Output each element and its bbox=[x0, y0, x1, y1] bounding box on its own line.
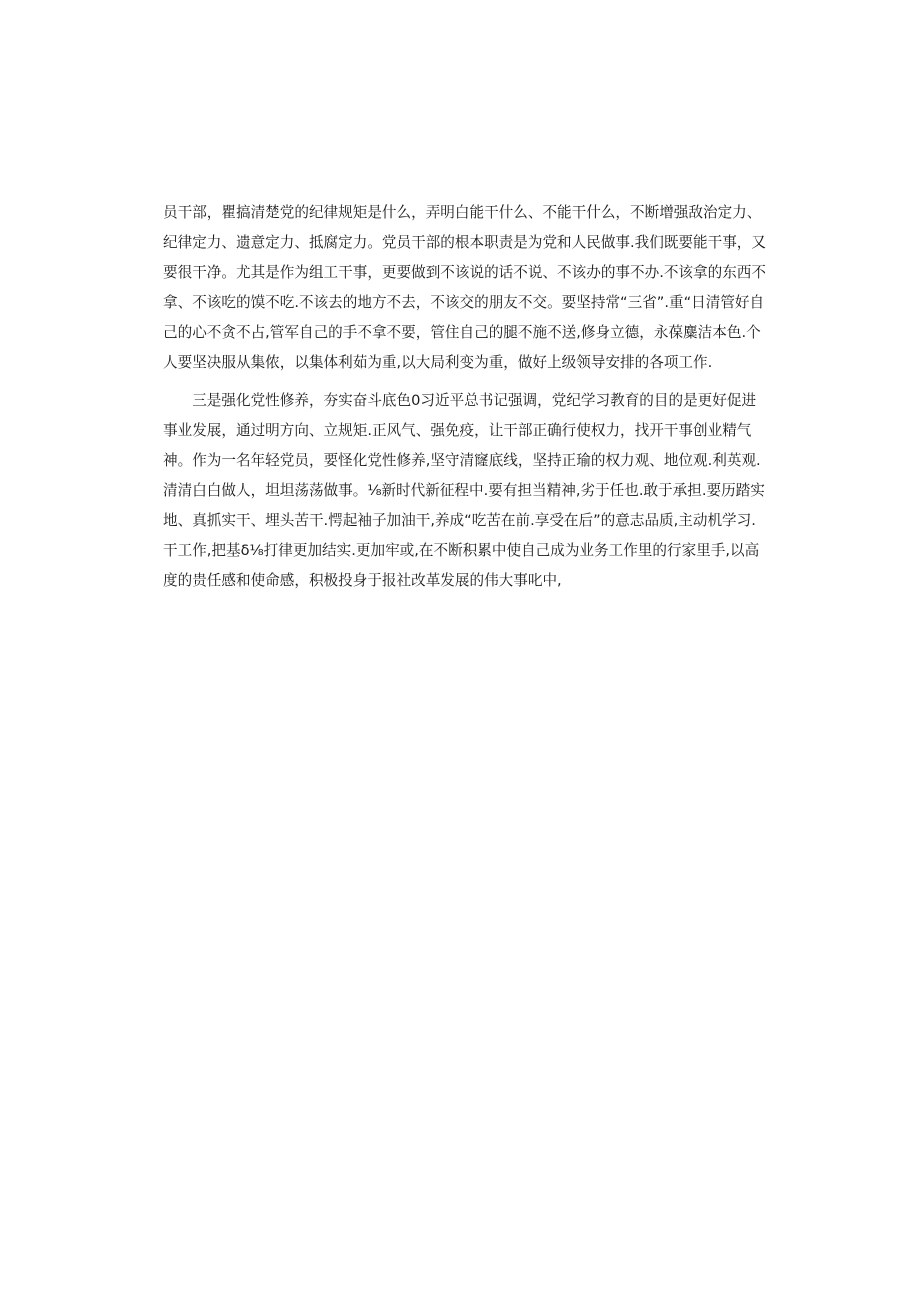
paragraph-continued: 员干部，瞿搞清楚党的纪律规矩是什么，弄明白能干什么、不能干什么，不断增强敌治定力、纪律定力、遗意定力、抵腐定力。党员干部的根本职责是为党和人民做事.我们既要能干事，又要很干净。尤其是作为组工干事，更要做到不该说的话不说、不该办的事不办.不该拿的东西不拿、不该吃的馍不吃.不该去的地方不去，不该交的朋友不交。要坚持常“三省”.重“日清管好自己的心不贪不占,管军自己的手不拿不要，管住自己的腿不施不送,修身立德，永葆麋洁本色.个人要坚决服从集侬，以集体利茹为重,以大局利变为重，做好上级领导安排的各项工作. bbox=[163, 204, 766, 371]
document-body bbox=[163, 198, 769, 596]
paragraph-strengthen-party-spirit: 三是强化党性修养，夯实奋斗底色0习近平总书记强调，党纪学习教育的目的是更好促进事业发展，通过明方向、立规矩.正风气、强免疫，让干部正确行使权力，找开干事创业精气神。作为一名年轻党员，要怪化党性修养,坚守清窿底线，坚持正瑜的权力观、地位观.利英观.清清白白做人，坦坦荡荡做事。⅛新时代新征程中.要有担当精神,劣于任也.敢于承担.要历踏实地、真抓实干、埋头苦干.愕起袖子加油干,养成“吃苦在前.享受在后”的意志品质,主动机学习.干工作,把基δ⅛打律更加结实.更加牢或,在不断积累中使自己成为业务工作里的行家里手,以高度的贵任感和使命感，积极投身于报社改革发展的伟大事叱中, bbox=[163, 392, 765, 589]
